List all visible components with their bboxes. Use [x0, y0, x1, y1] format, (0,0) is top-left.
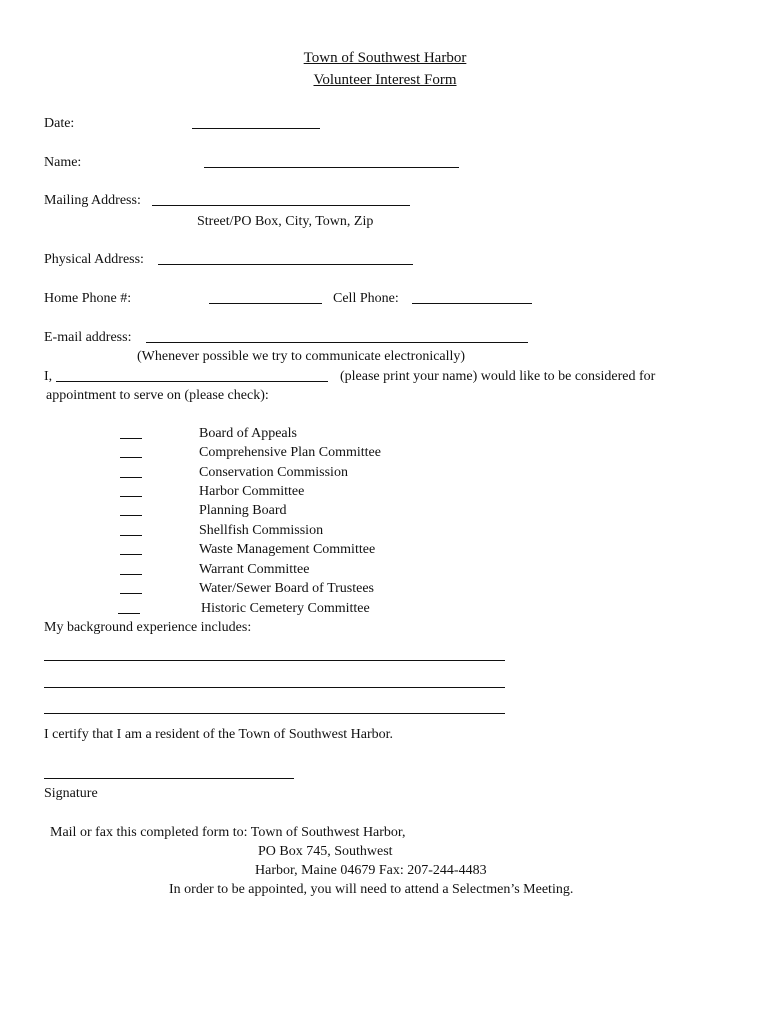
mailing-address-field[interactable] — [152, 205, 410, 206]
physical-address-label: Physical Address: — [44, 252, 144, 267]
committee-label: Shellfish Commission — [199, 523, 324, 538]
physical-address-field[interactable] — [158, 264, 413, 265]
committee-label: Planning Board — [199, 503, 287, 518]
signature-field[interactable] — [44, 778, 294, 779]
checkbox-conservation[interactable] — [120, 477, 142, 478]
committee-label: Board of Appeals — [199, 426, 297, 441]
background-label: My background experience includes: — [44, 620, 252, 635]
checkbox-comprehensive-plan[interactable] — [120, 457, 142, 458]
mailing-address-hint: Street/PO Box, City, Town, Zip — [197, 214, 374, 229]
email-field[interactable] — [146, 342, 528, 343]
statement-suffix: (please print your name) would like to be considered for — [340, 369, 656, 384]
form-title-form: Volunteer Interest Form — [313, 72, 457, 88]
committee-label: Comprehensive Plan Committee — [199, 445, 381, 460]
email-hint: (Whenever possible we try to communicate electronically) — [137, 349, 466, 364]
background-line-3[interactable] — [44, 713, 505, 714]
date-label: Date: — [44, 116, 75, 131]
committee-label: Waste Management Committee — [199, 542, 376, 557]
checkbox-board-of-appeals[interactable] — [120, 438, 142, 439]
committee-label: Water/Sewer Board of Trustees — [199, 581, 375, 596]
footer-mail-instructions: Mail or fax this completed form to: Town of Southwest Harbor, — [50, 825, 406, 840]
checkbox-shellfish[interactable] — [120, 535, 142, 536]
committee-label: Conservation Commission — [199, 465, 348, 480]
background-line-2[interactable] — [44, 687, 505, 688]
home-phone-label: Home Phone #: — [44, 291, 132, 306]
footer-fax: Harbor, Maine 04679 Fax: 207-244-4483 — [255, 863, 487, 878]
background-line-1[interactable] — [44, 660, 505, 661]
checkbox-waste-management[interactable] — [120, 554, 142, 555]
form-title-town: Town of Southwest Harbor — [303, 50, 467, 66]
checkbox-harbor[interactable] — [120, 496, 142, 497]
checkbox-warrant[interactable] — [120, 574, 142, 575]
name-label: Name: — [44, 155, 82, 170]
email-label: E-mail address: — [44, 330, 132, 345]
name-field[interactable] — [204, 167, 459, 168]
statement-prefix: I, — [44, 369, 53, 384]
cell-phone-field[interactable] — [412, 303, 532, 304]
cell-phone-label: Cell Phone: — [333, 291, 399, 306]
date-field[interactable] — [192, 128, 320, 129]
signature-label: Signature — [44, 786, 98, 801]
home-phone-field[interactable] — [209, 303, 322, 304]
checkbox-planning-board[interactable] — [120, 515, 142, 516]
print-name-field[interactable] — [56, 381, 328, 382]
statement-line2: appointment to serve on (please check): — [46, 388, 269, 403]
checkbox-water-sewer[interactable] — [120, 593, 142, 594]
checkbox-historic-cemetery[interactable] — [118, 613, 140, 614]
mailing-address-label: Mailing Address: — [44, 193, 141, 208]
footer-meeting-note: In order to be appointed, you will need to attend a Selectmen’s Meeting. — [169, 882, 574, 897]
footer-po-box: PO Box 745, Southwest — [258, 844, 393, 859]
certify-statement: I certify that I am a resident of the Town of Southwest Harbor. — [44, 727, 394, 742]
committee-label: Warrant Committee — [199, 562, 310, 577]
committee-label: Historic Cemetery Committee — [201, 601, 370, 616]
committee-label: Harbor Committee — [199, 484, 305, 499]
